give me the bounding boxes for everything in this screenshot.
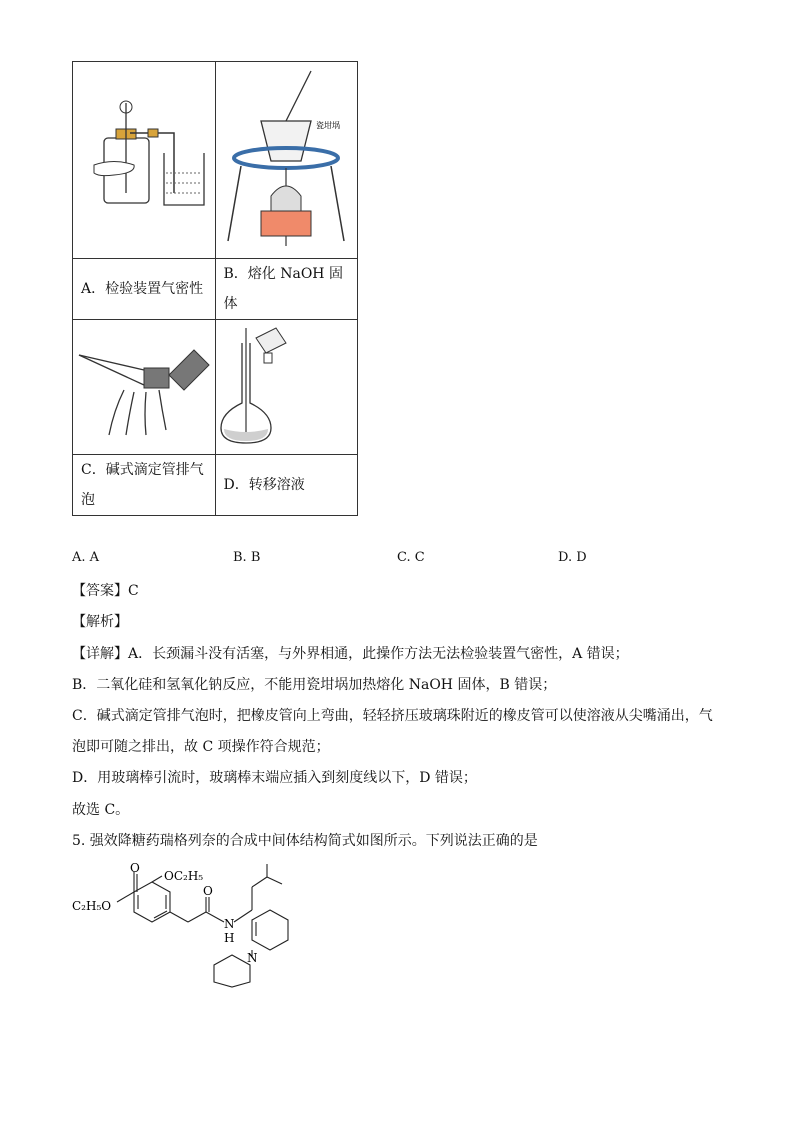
apparatus-table (72, 61, 358, 516)
option-c: C. C (397, 550, 425, 565)
explanation-line-5: D．用玻璃棒引流时，玻璃棒末端应插入到刻度线以下，D 错误； (72, 770, 477, 786)
cell-d-image (215, 320, 358, 455)
answer-line: 【答案】C (72, 583, 139, 599)
cell-d-label: D．转移溶液 (215, 455, 358, 516)
molecule-structure (72, 862, 312, 992)
label-n-piperidine: N (247, 951, 258, 965)
label-o-ester: O (130, 862, 140, 875)
explanation-line-4: 泡即可随之排出，故 C 项操作符合规范； (72, 739, 330, 755)
cell-b-image (215, 62, 358, 259)
label-o-amide: O (203, 884, 213, 898)
label-n-amide: N (224, 917, 235, 931)
explanation-line-2: B．二氧化硅和氢氧化钠反应，不能用瓷坩埚加热熔化 NaOH 固体，B 错误； (72, 677, 557, 693)
cell-c-image (73, 320, 216, 455)
explanation-line-6: 故选 C。 (72, 802, 130, 818)
cell-b-label (215, 259, 358, 320)
option-b: B. B (233, 550, 261, 565)
volumetric-flask-illustration (216, 323, 356, 448)
explanation-line-1: 【详解】A．长颈漏斗没有活塞，与外界相通，此操作方法无法检验装置气密性，A 错误； (72, 646, 629, 662)
crucible-note: 瓷坩埚 (316, 120, 341, 130)
cell-a-label: A．检验装置气密性 (73, 259, 216, 320)
option-a: A. A (72, 550, 100, 565)
label-oc2h5: OC₂H₅ (164, 869, 204, 883)
cell-c-label: C．碱式滴定管排气泡 (73, 455, 216, 516)
label-h-amide: H (224, 931, 235, 945)
cell-a-image (73, 62, 216, 259)
cell-b-label-line1: B．熔化 NaOH 固 (223, 266, 343, 282)
option-d: D. D (558, 550, 587, 565)
question-5: 5. 强效降糖药瑞格列奈的合成中间体结构简式如图所示。下列说法正确的是 (72, 833, 538, 849)
burette-bubble-illustration (74, 330, 214, 440)
analysis-title: 【解析】 (72, 614, 128, 630)
cell-b-label-line2: 体 (223, 296, 238, 312)
explanation-line-3: C．碱式滴定管排气泡时，把橡皮管向上弯曲，轻轻挤压玻璃珠附近的橡皮管可以使溶液从尖嘴涌出，气 (72, 708, 713, 724)
label-c2h5o: C₂H₅O (72, 899, 112, 913)
crucible-heating-illustration (216, 66, 356, 251)
airtight-test-apparatus-illustration (74, 93, 214, 223)
